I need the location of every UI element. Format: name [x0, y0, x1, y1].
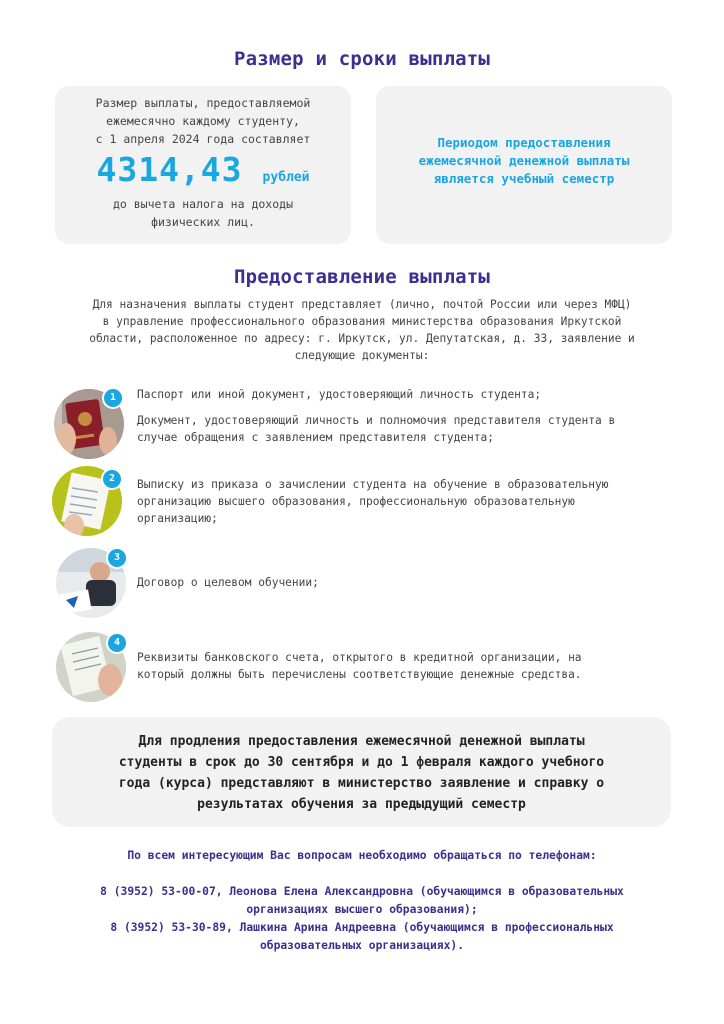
item-number-badge: 2: [101, 468, 123, 490]
contact-line: образовательных организациях).: [259, 939, 465, 952]
renewal-note-line: студенты в срок до 30 сентября и до 1 февраля каждого учебного: [118, 755, 605, 770]
document-text: который должны быть перечислены соответствующие денежные средства.: [137, 668, 582, 681]
contacts-heading: По всем интересующим Вас вопросам необходимо обращаться по телефонам:: [127, 849, 597, 862]
item-number-badge: 3: [106, 547, 128, 569]
period-text-line1: Периодом предоставления: [437, 135, 611, 150]
section-title-provision: Предоставление выплаты: [233, 266, 491, 288]
renewal-note-line: результатах обучения за предыдущий семестр: [197, 797, 526, 812]
document-text: случае обращения с заявлением представителя студента;: [137, 431, 494, 444]
renewal-note-line: года (курса) представляют в министерство заявление и справку о: [118, 776, 605, 791]
amount-text-line4: до вычета налога на доходы: [112, 197, 293, 211]
document-text: Документ, удостоверяющий личность и полномочия представителя студента в: [137, 414, 616, 427]
document-text: Выписку из приказа о зачислении студента на обучение в образовательную: [137, 478, 609, 491]
document-text: Договор о целевом обучении;: [137, 576, 319, 589]
period-card: [376, 86, 672, 244]
renewal-note-card: [52, 717, 671, 827]
amount-card: [55, 86, 351, 244]
document-item-4: [137, 649, 682, 683]
amount-text-line2: ежемесячно каждому студенту,: [106, 114, 300, 128]
intro-paragraph: [30, 296, 694, 364]
document-text: организацию;: [137, 512, 218, 525]
intro-line: области, расположенное по адресу: г. Иркутск, ул. Депутатская, д. 33, заявление и: [89, 332, 635, 345]
contact-line: 8 (3952) 53-00-07, Леонова Елена Александровна (обучающимся в образовательных: [100, 885, 624, 898]
period-text-line3: является учебный семестр: [433, 171, 615, 186]
contacts-list: [0, 883, 724, 955]
document-item-2: [137, 476, 682, 527]
amount-row: [55, 150, 351, 189]
contact-line: организациях высшего образования);: [246, 903, 478, 916]
document-text: Паспорт или иной документ, удостоверяющий личность студента;: [137, 388, 542, 401]
item-number-badge: 4: [106, 632, 128, 654]
document-text: Реквизиты банковского счета, открытого в кредитной организации, на: [137, 651, 582, 664]
payment-amount: 4314,43: [96, 150, 243, 189]
document-text: организацию высшего образования, профессиональную образовательную: [137, 495, 575, 508]
intro-line: Для назначения выплаты студент представляет (лично, почтой России или через МФЦ): [92, 298, 632, 311]
amount-text-line1: Размер выплаты, предоставляемой: [95, 96, 311, 110]
document-item-3: [137, 574, 682, 591]
intro-line: в управление профессионального образования министерства образования Иркутской: [102, 315, 622, 328]
section-title-payment-size: Размер и сроки выплаты: [233, 48, 491, 70]
intro-line: следующие документы:: [294, 349, 430, 362]
payment-currency: рублей: [262, 170, 310, 185]
amount-text-line3: с 1 апреля 2024 года составляет: [95, 132, 311, 146]
renewal-note-line: Для продления предоставления ежемесячной денежной выплаты: [138, 734, 585, 749]
amount-text-line5: физических лиц.: [151, 215, 255, 229]
document-item-1: [137, 386, 682, 446]
period-text-line2: ежемесячной денежной выплаты: [418, 153, 630, 168]
contact-line: 8 (3952) 53-30-89, Лашкина Арина Андреевна (обучающимся в профессиональных: [110, 921, 614, 934]
item-number-badge: 1: [102, 387, 124, 409]
